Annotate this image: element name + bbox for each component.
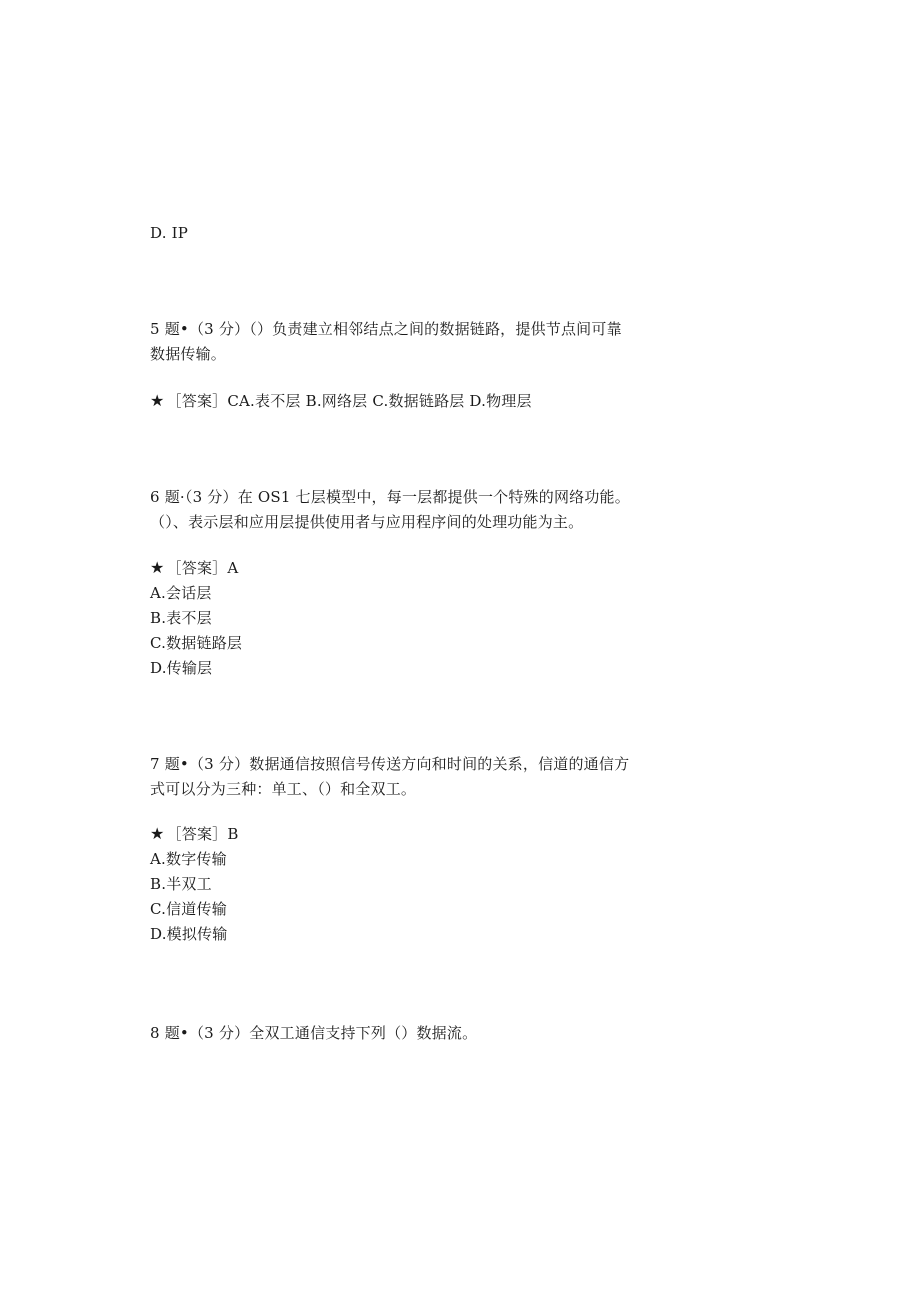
q7-answer-text: ［答案］B	[166, 825, 239, 843]
q7-answer	[150, 825, 239, 843]
q5-text-line-2: 数据传输。	[150, 345, 227, 363]
q7-option-d: D.模拟传输	[150, 925, 228, 943]
q7-option-a: A.数字传输	[150, 850, 227, 868]
q5-answer-text: ［答案］CA.表不层 B.网络层 C.数据链路层 D.物理层	[166, 392, 532, 410]
q6-option-c: C.数据链路层	[150, 634, 243, 652]
q5-answer	[150, 392, 532, 410]
q7-text-line-2: 式可以分为三种：单工、（）和全双工。	[150, 780, 417, 798]
q6-answer	[150, 559, 238, 577]
q6-option-d: D.传输层	[150, 659, 213, 677]
prev-option-d: D. IP	[150, 224, 189, 242]
q6-text-line-1: 6 题·（3 分）在 OS1 七层模型中，每一层都提供一个特殊的网络功能。	[150, 488, 630, 506]
q7-text-line-1: 7 题•（3 分）数据通信按照信号传送方向和时间的关系，信道的通信方	[150, 755, 630, 773]
q7-option-b: B.半双工	[150, 875, 212, 893]
star-icon: ★	[150, 391, 165, 410]
q6-answer-text: ［答案］A	[166, 559, 239, 577]
q6-option-b: B.表不层	[150, 609, 212, 627]
q6-text-line-2: （）、表示层和应用层提供使用者与应用程序间的处理功能为主。	[150, 513, 584, 531]
star-icon: ★	[150, 558, 165, 577]
q7-option-c: C.信道传输	[150, 900, 227, 918]
q8-text-line-1: 8 题•（3 分）全双工通信支持下列（）数据流。	[150, 1024, 478, 1042]
star-icon: ★	[150, 824, 165, 843]
q6-option-a: A.会话层	[150, 584, 212, 602]
q5-text-line-1: 5 题•（3 分）（）负责建立相邻结点之间的数据链路，提供节点间可靠	[150, 320, 622, 338]
